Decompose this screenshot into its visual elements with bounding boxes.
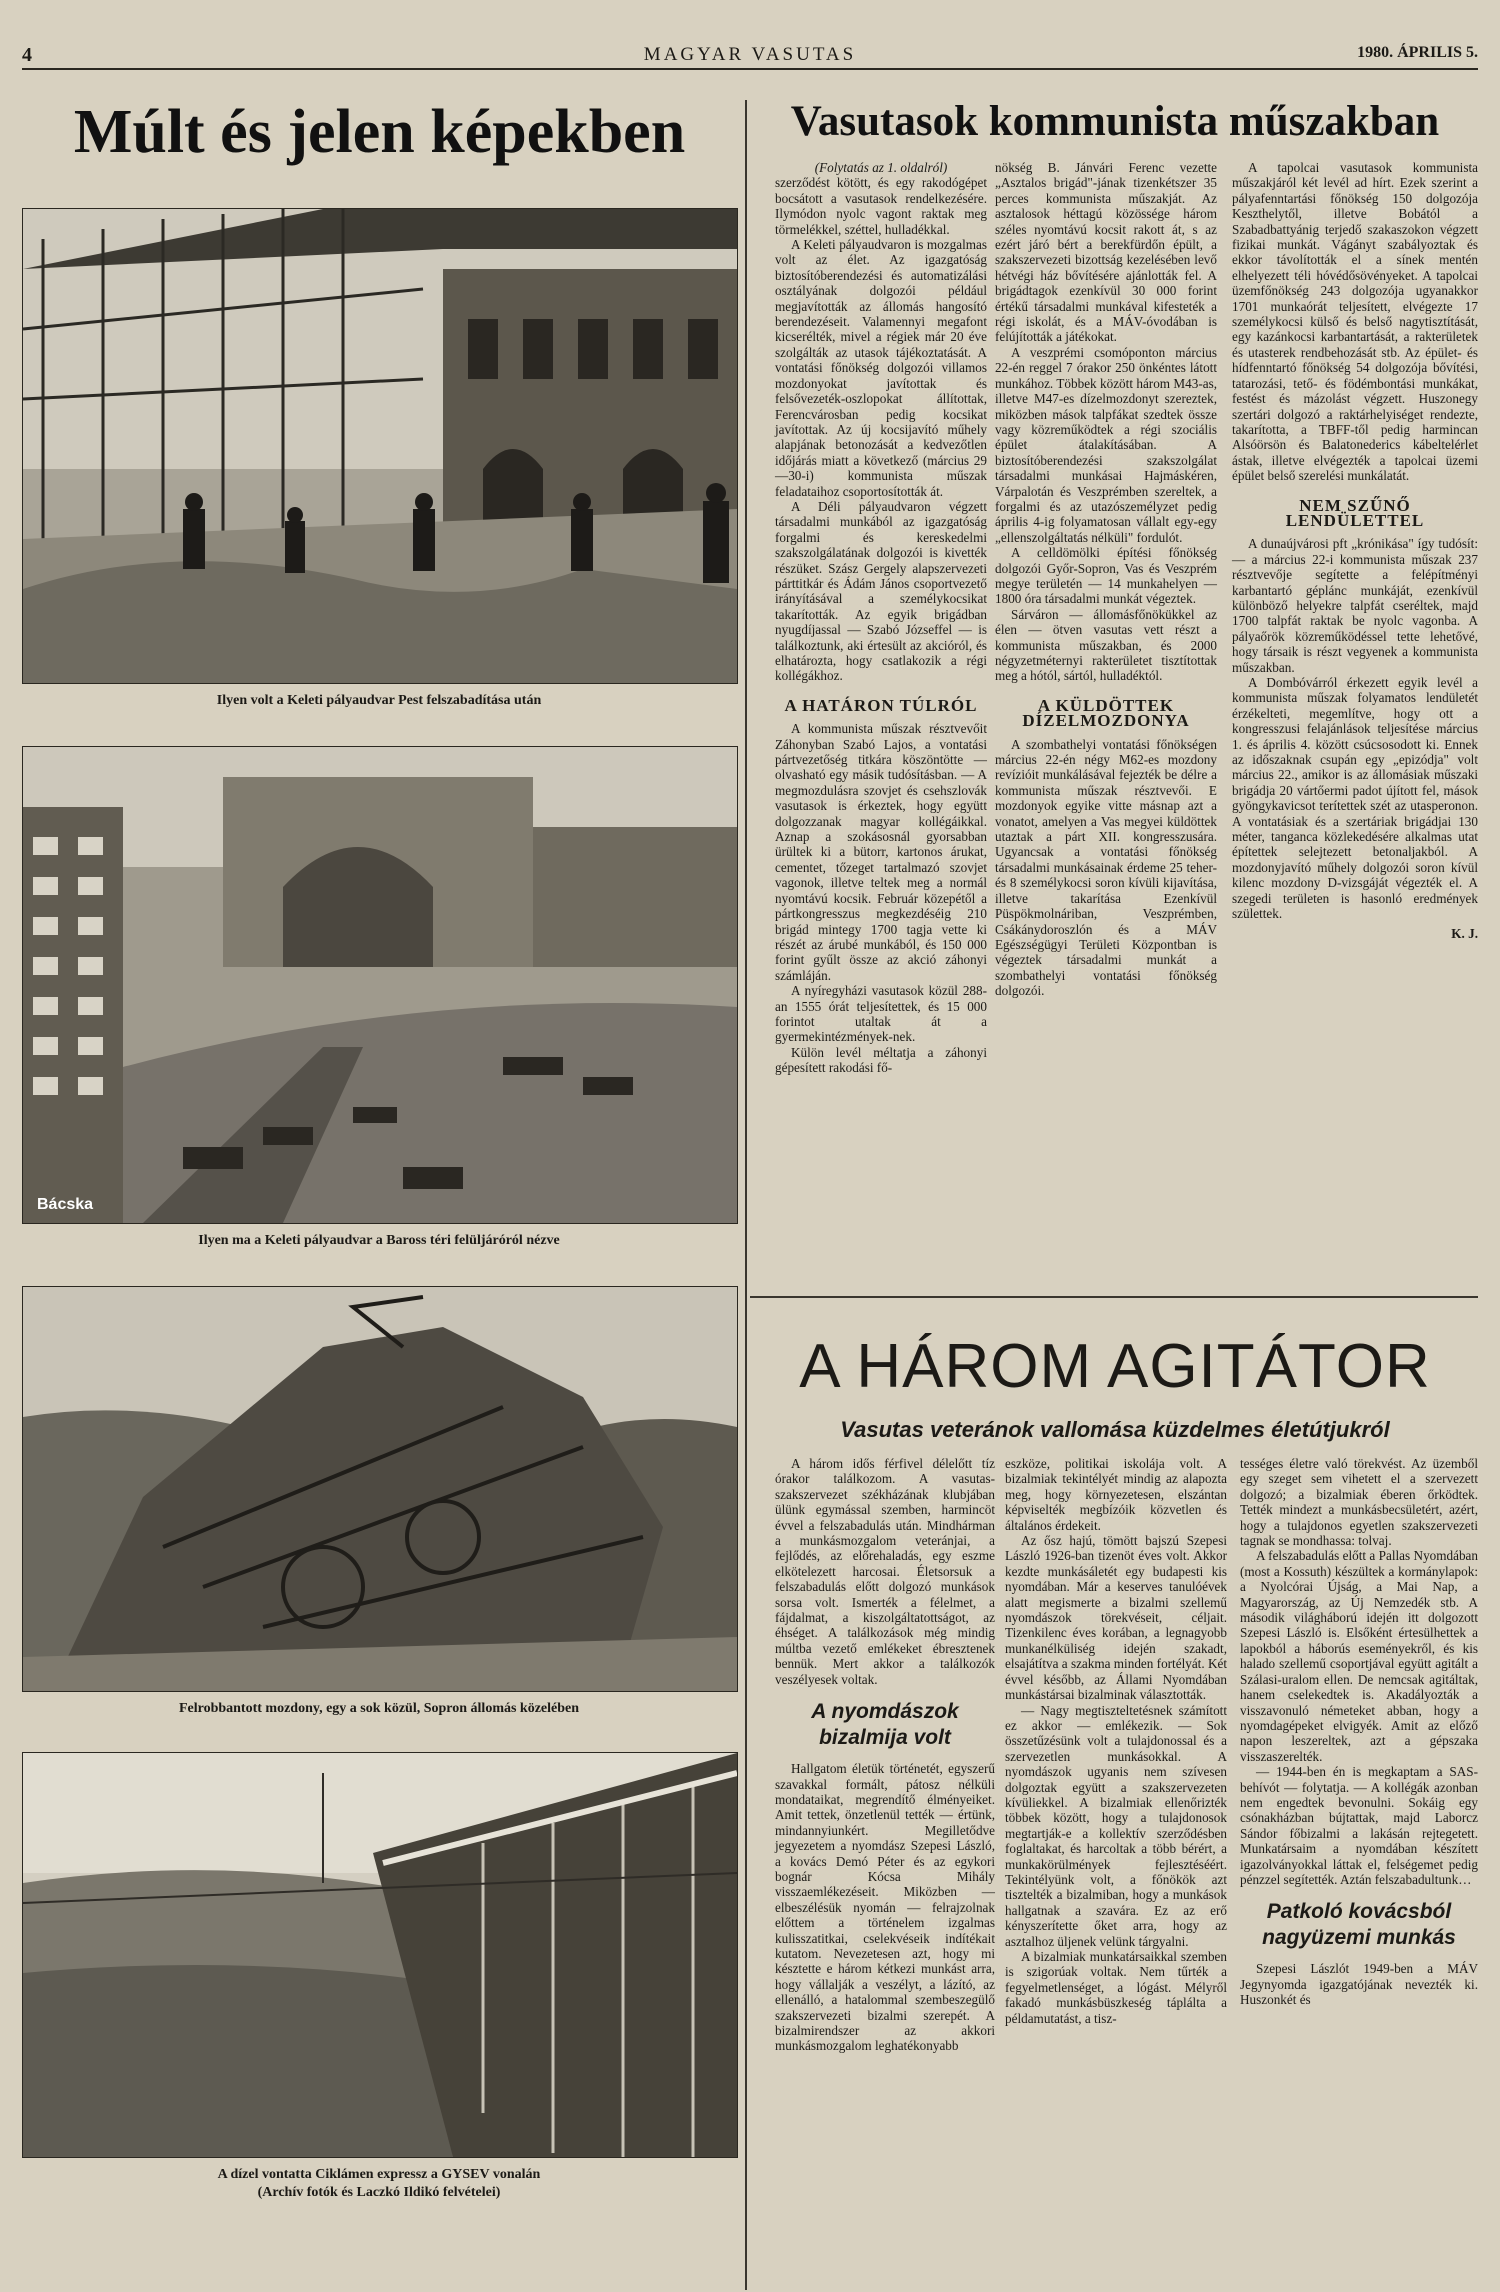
paragraph: eszköze, politikai iskolája volt. A bizalmiak tekintélyét mindig az alapozta meg, hogy környezetesen, elszántan képviselték megbízóik közvetlen és általános érdekeit.: [1005, 1456, 1227, 1533]
caption-photo4-text: A dízel vontatta Ciklámen expressz a GYSEV vonalán: [217, 2167, 541, 2182]
caption-photo4: [22, 2166, 736, 2201]
caption-photo3: Felrobbantott mozdony, egy a sok közül, Sopron állomás közelében: [178, 1701, 580, 1716]
subhead-hataron-tul: A HATÁRON TÚLRÓL: [784, 695, 978, 715]
article1-headline: Vasutasok kommunista műszakban: [790, 98, 1440, 145]
article1-column2: [995, 160, 1217, 999]
paragraph: A celldömölki építési főnökség dolgozói Győr-Sopron, Vas és Veszprém megye területén — 14 munkahelyen — 1800 óra társadalmi munkát végeztek.: [995, 545, 1217, 607]
paragraph: Szepesi Lászlót 1949-ben a MÁV Jegynyomda igazgatójának nevezték ki. Huszonkét és: [1240, 1961, 1478, 2008]
caption-photo2: Ilyen ma a Keleti pályaudvar a Baross téri felüljáróról nézve: [198, 1233, 560, 1248]
article1-column1: [775, 160, 987, 1076]
photo-keleti-ruins: [22, 208, 738, 684]
photo-keleti-today: [22, 746, 738, 1224]
photo-ciklamen-express: [22, 1752, 738, 2158]
photo-credits: (Archív fotók és Laczkó Ildikó felvételei): [257, 2184, 501, 2200]
paper-title: MAGYAR VASUTAS: [643, 44, 857, 65]
paragraph: — Nagy megtiszteltetésnek számított ez akkor — emlékezik. — Sok összetűzésünk volt a tulajdonossal és a szervezetlen munkásokkal. A nyomdászok ugyanis nem szívesen dolgoztak együtt a szakszervezeten kívüliekkel. A bizalmiak ellenőrizték többek között, hogy a tulajdonosok megtartják-e a kollektív szerződésben foglaltakat, és harcoltak a több bérért, a munkakörülmények fejlesztéséért. Tekintélyünk volt, a főnökök azt tisztelték a bizalmiban, hogy a munkások hallgatnak a szavára. Ez az erő kényszerítette őket arra, hogy az asztalhoz üljenek velünk tárgyalni.: [1005, 1702, 1227, 1949]
continuation-note: (Folytatás az 1. oldalról): [814, 160, 948, 175]
paragraph: Sárváron — állomásfőnökükkel az élen — ötven vasutas vett részt a kommunista műszakban, és 2000 négyzetméternyi rakterületet tisztítottak meg a hótól, sártól, hulladéktól.: [995, 606, 1217, 684]
paragraph: A Dombóvárról érkezett egyik levél a kommunista műszak folyamatos lendületét érzékelteti, megemlítve, hogy ott a kongresszusi felajánlások teljesítése március 1. és április 4. között csúcsosodott ki. Ennek az időszaknak csupán egy „epizódja" volt március 22., amikor is az állomásiak műszaki brigádja 20 vártőermi padot újított fel, mások gyöngykavicsot terítettek szét az utasperonon. A vontatásiak és a szertáriak brigádjai 130 méter, tanganca közlekedésére alkalmas utat építettek selejtezett betonaljakból. A mozdonyjavító műhely dolgozói soron kívül kilenc mozdony D-vizsgáját végezték el. A szegedi területen is hasonló eredmények születtek.: [1232, 675, 1478, 922]
subhead-nyomdaszok: A nyomdászok bizalmija volt: [811, 1700, 959, 1750]
paragraph: A felszabadulás előtt a Pallas Nyomdában (most a Kossuth) készültek a kormánylapok: a Nyolcórai Újság, a Mai Nap, a Magyarország, az Új Nemzedék stb. A második világháború idején itt dolgozott Szepesi László is. Elsőként értesülhettek a lapokból a háborús eseményekről, és kis halado szellemű csoportjával együtt agitált a Szálasi-uralom ellen. De nemcsak agitáltak, hanem cselekedtek is. Akadályozták a visszavonuló németeket abban, hogy a nyomdagépeket elvigyék. Amit az előző napon leszereltek, azt a gépszaka visszaszerelték.: [1240, 1548, 1478, 1764]
caption-photo1: Ilyen volt a Keleti pályaudvar Pest felszabadítása után: [216, 693, 542, 708]
article2-column2: [1005, 1456, 1227, 2026]
issue-date: 1980. ÁPRILIS 5.: [1357, 44, 1478, 61]
paragraph: nökség B. Jánvári Ferenc vezette „Asztalos brigád"-jának tizenkétszer 35 perces kommunista műszakját. Az asztalosok héttagú közössége három széles nyomtávú kocsit rakott át, s az ezért járó bért a berekfürdőn épült, a szakszervezeti bizottság kezelésében levő hétvégi ház bővítésére ajánlották fel. A brigádtagok ezenkívül 30 000 forint értékű társadalmi munkával kifesteték a régi iskolát, és a MÁV-óvodában is felújították a játékokat.: [995, 160, 1217, 345]
paragraph: Hallgatom életük történetét, egyszerű szavakkal formált, pátosz nélküli mondataikat, megrendítő élményeiket. Amit tettek, önzetlenül tették — értünk, mindannyiunkért. Megilletődve jegyezetem a nyomdász Szepesi László, a kovács Demó Péter és az egykori bognár Kócsa Mihály visszaemlékezéseit. Miközben — elbeszélésük nyomán — felrajzolnak előttem a történelem izgalmas kulisszatitkai, cselekvéseik indítékait kutatom. Nevezetesen azt, hogy mi késztette e három kétkezi munkást arra, hogy vállalják a veszélyt, a lázító, az ellenálló, a hatalommal szembeszegülő szakszervezeti bizalmi szerepét. A bizalmirendszer az akkori munkásmozgalom leghatékonyabb: [775, 1761, 995, 2054]
article2-headline: A HÁROM AGITÁTOR: [799, 1332, 1431, 1401]
column-divider: [745, 100, 747, 2290]
paragraph: A szombathelyi vontatási főnökségen március 22-én négy M62-es mozdony revízióit munkálásával fejezték be délre a kommunista műszak résztvevői. E mozdonyok egyike vitte másnap azt a vonatot, amelyen a Vas megyei küldöttek utaztak a párt XII. kongresszusára. Ugyancsak a vontatási főnökség társadalmi munkásainak érdeme 25 teher- és 8 személykocsi soron kívüli kijavítása, illetve takarítása Ezenkívül Püspökmolnáriban, Veszprémben, Csákánydoroszlón és a MÁV Egészségügyi Területi Központban is végeztek társadalmi munkát a szombathelyi vontatási főnökség dolgozói.: [995, 736, 1217, 999]
paragraph: A Keleti pályaudvaron is mozgalmas volt az élet. Az igazgatóság biztosítóberendezési és automatizálási osztályának dolgozói például megjavították az állomás hangosító berendezéseit. Valamennyi megafont kicserélték, mivel a régiek már 20 éve szolgálták az utasok tájékoztatását. A vontatási főnökség dolgozói villamos mozdonyokat javítottak és felsővezeték-oszlopokat állítottak, Ferencvárosban pedig kocsikat javítottak. Az új kocsijavító műhely alapjának betonozását a kedvezőtlen időjárás miatt a következő (március 29—30-i) kommunista műszak feladataihoz csoportosították át.: [775, 237, 987, 499]
page-number: 4: [22, 44, 32, 66]
paragraph: A kommunista műszak résztvevőit Záhonyban Szabó Lajos, a vontatási pártvezetőség titkára köszöntötte — olvasható egy másik tudósításban. — A megmozdulásra szovjet és csehszlovák vasutasok is érkeztek, hogy együtt dolgozzanak magyar kollégáikkal. Aznap a szokásosnál gyorsabban ürültek ki a bütorr, kartonos árukat, cementet, tőzeget tartalmazó szovjet vagonok, illetve teltek meg a normál nyomtávú kocsik. Február közepétől a pártkongresszus megkezdéséig 210 brigád mintegy 1700 tagja vette ki részét az árubé munkából, és 150 000 forint gyűlt össze az akció záhonyi számláján.: [775, 721, 987, 983]
article1-column3: [1232, 160, 1478, 941]
paragraph: A tapolcai vasutasok kommunista műszakjáról két levél ad hírt. Ezek szerint a pályafenntartási főnökség 150 dolgozója Keszthelytől, illetve Bobától a Szabadbattyánig terjedő szakaszokon végzett fizikai munkát. Vágányt szabályoztak és ekkor távolították el a sínek mentén elhelyezett téli hóvédősövényeket. A tapolcai üzemfőnökség 243 dolgozója ugyanakkor 1701 munkaórát teljesített, elvégezte 17 személykocsi külső és belső nagytisztítását, egy kazánkocsi karbantartását, a rakterületek és utasterek rendbehozását stb. Az épület- és hídfenntartó főnökség 54 dolgozója bővítési, tatarozási, tető- és födémbontási munkákat, festést és mázolást végzett. Huszonegy szertári dolgozó a raktárhelyiséget rendezte, takarította, a TBFF-től pedig harmincan Alsóörsön és Balatonederics kábeltelérlet ástak, illetve elvégezték a tapolcai üzemi épület belső szerelési munkálatát.: [1232, 160, 1478, 484]
paragraph: Külön levél méltatja a záhonyi gépesített rakodási fő-: [775, 1044, 987, 1076]
paragraph: A veszprémi csomóponton március 22-én reggel 7 órakor 250 önkéntes látott munkához. Többek között három M43-as, illetve M47-es dízelmozdonyt szereztek, miközben mások talpfákat szedtek össze vagy közreműködtek a régi szociális épület átalakításában. A biztosítóberendezési szakszolgálat társadalmi munkásai Hajmáskéren, Várpalotán és Veszprémben szereltek, a forgalmi és az utazószemélyzet pedig április 4-ig folyamatosan vállalt egy-egy „ellenszolgáltatás nélküli" fordulót.: [995, 344, 1217, 545]
paragraph: szerződést kötött, és egy rakodógépet bocsátott a vasutasok rendelkezésére. Ilymódon nyolc vagont raktak meg törmelékkel, széttel, hulladékkal.: [775, 175, 987, 237]
paragraph: A dunaújvárosi pft „krónikása" így tudósít: — a március 22-i kommunista műszak 237 résztvevője segítette a felépítményi karbantartó géplánc munkáját, ezenkívül különböző helyekre talpfát cseréltek, majd 1700 talpfát raktak be nyolc vagonba. A pályaőrök közreműködéssel tette lehetővé, hogy társaik is részt vegyenek a kommunista műszakban.: [1232, 536, 1478, 675]
subhead-nem-szuno: NEM SZŰNŐ LENDÜLETTEL: [1285, 495, 1425, 530]
subhead-kuldottek: A KÜLDÖTTEK DÍZELMOZDONYA: [1022, 695, 1190, 731]
paragraph: A bizalmiak munkatársaikkal szemben is szigorúak voltak. Nem tűrték a fegyelmetlenséget, a lógást. Mélyről fakadó munkásbüszkeség táplálta a példamutatást, a tisz-: [1005, 1949, 1227, 2026]
left-headline: Múlt és jelen képekben: [73, 98, 686, 166]
subhead-patkolo: Patkoló kovácsból nagyüzemi munkás: [1262, 1900, 1456, 1950]
section-divider: [750, 1296, 1478, 1298]
page-header: [22, 40, 1478, 70]
photo-sign-text: Bácska: [37, 1196, 94, 1213]
article2-column3: [1240, 1456, 1478, 2008]
article2-subheadline: Vasutas veteránok vallomása küzdelmes életútjukról: [840, 1417, 1390, 1442]
paragraph: Az ősz hajú, tömött bajszú Szepesi László 1926-ban tizenöt éves volt. Akkor kezdte munkásáletét egy budapesti kis nyomdában. Már a keserves tanulóévek alatt megismerte a bizalmi szellemű nyomdászok törekvéseit, céljait. Tizenkilenc éves korában, a legnagyobb munkanélküliség idején szakadt, elsajátítva a szakma minden fortélyát. Két évvel később, az Állami Nyomdában munkástársai bizalminak választották.: [1005, 1533, 1227, 1703]
author-signature: K. J.: [1451, 925, 1478, 941]
paragraph: A nyíregyházi vasutasok közül 288-an 1555 órát teljesítettek, és 15 000 forintot utaltak át a gyermekintézmények-nek.: [775, 983, 987, 1045]
paragraph: A Déli pályaudvaron végzett társadalmi munkából az igazgatóság forgalmi és kereskedelmi szakszolgálatának dolgozói is kivették részüket. Szász Gergely alapszervezeti párttitkár és Ádám János csoportvezető irányításával a személykocsikat takarították. Az egyik brigádban nyugdíjassal — Szabó Józseffel — is találkoztunk, aki értesült az akcióról, és elhatározta, hogy csatlakozik a régi kollégákhoz.: [775, 498, 987, 684]
paragraph: A három idős férfivel délelőtt tíz órakor találkozom. A vasutas-szakszervezet székházának klubjában ülünk egymással szemben, harmincöt évvel a felszabadulás után. Mindhárman a munkásmozgalom veteránjai, a fejlődés, az előrehaladás, egy eszme elkötelezett harcosai. Életsorsuk a felszabadulás előtt dolgozó munkások sorsa volt. Ismerték a félelmet, a fájdalmat, a kiszolgáltatottságot, az éhséget. A találkozások még mindig múltba vezető emlékeket ébresztenek bennük. Mert akkor a találkozók veszélyesek voltak.: [775, 1456, 995, 1687]
paragraph: tességes életre való törekvést. Az üzemből egy szeget sem vihetett el a szervezett dolgozó; a bizalmiak éberen őrködtek. Tették mindezt a munkásbecsületért, azért, hogy a tulajdonos egyetlen szakszervezeti tagnak se mondhassa: tolvaj.: [1240, 1456, 1478, 1549]
photo-wrecked-locomotive: [22, 1286, 738, 1692]
paragraph: — 1944-ben én is megkaptam a SAS-behívót — folytatja. — A kollégák azonban nem engedtek bevonulni. Sokáig egy csónakházban bújtattak, majd Laborcz Sándor főbizalmi a lakásán rejtegetett. Munkatársaim a nyomdában készített igazolványokkal láttak el, felségemet pedig pénzzel segítették. Aztán felszabadultunk…: [1240, 1764, 1478, 1887]
article2-column1: [775, 1456, 995, 2054]
